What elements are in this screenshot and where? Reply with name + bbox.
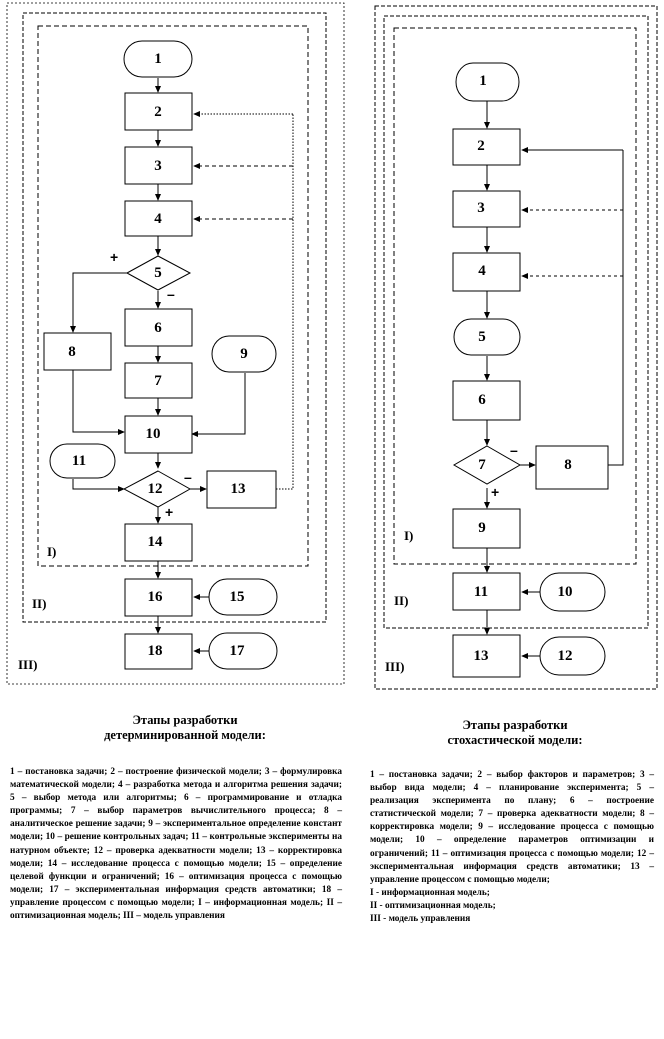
left-level-III: III) (18, 657, 38, 672)
right-caption-line2: стохастической модели: (447, 733, 583, 747)
right-legend-II: II - оптимизационная модель; (370, 900, 496, 911)
left-node-8-box (44, 333, 111, 370)
left-node-17-label: 17 (229, 643, 245, 659)
left-sign-minus-5: – (167, 286, 175, 302)
right-node-5-terminal (454, 319, 520, 355)
right-level-I: I) (404, 528, 414, 543)
right-node-1-label: 1 (479, 73, 487, 89)
right-caption-line1: Этапы разработки (462, 718, 568, 732)
right-node-2-label: 2 (477, 138, 485, 154)
right-node-13-label: 13 (473, 648, 489, 664)
left-node-2-label: 2 (154, 104, 162, 120)
right-node-9-box (453, 509, 520, 548)
right-node-8-label: 8 (564, 457, 572, 473)
right-node-7-label: 7 (478, 457, 486, 473)
left-node-8-label: 8 (68, 344, 76, 360)
right-node-3-label: 3 (477, 200, 485, 216)
right-node-4-box (453, 253, 520, 291)
right-description-text: 1 – постановка задачи; 2 – выбор факторов и параметров; 3 – выбор вида модели; 4 – планирование эксперимента; 5 – реализация эксперимента по плану; 6 – построение статистической модели; 7 – проверка адекватности модели; 8 – корректировка модели; 9 – исследование процесса с помощью модели; 10 – определение параметров оптимизации и ограничений; 11 – оптимизация процесса с помощью модели; 12 – экспериментальная информация средств автоматики; 13 – управление процессом с помощью модели; (370, 770, 654, 885)
right-node-2-box (453, 129, 520, 165)
left-node-6-label: 6 (154, 320, 162, 336)
right-node-9-label: 9 (478, 520, 486, 536)
left-sign-plus-5: + (110, 249, 119, 265)
right-sign-minus-7: – (510, 442, 518, 458)
right-node-5-label: 5 (478, 329, 486, 345)
left-node-9-label: 9 (240, 346, 248, 362)
left-level-II: II) (32, 596, 47, 611)
right-node-12-label: 12 (557, 648, 573, 664)
right-description (370, 769, 654, 926)
right-node-12-terminal (540, 637, 605, 675)
left-node-12-label: 12 (147, 481, 163, 497)
right-caption (390, 718, 640, 748)
left-description-text: 1 – постановка задачи; 2 – построение физической модели; 3 – формулировка математической модели; 4 – разработка метода и алгоритма решения задачи; 5 – выбор метода или алгоритмы; 6 – программирование и отладка программы; 7 – выбор параметров вычислительного процесса; 8 –аналитическое решение задачи; 9 – экспериментальное определение констант модели; 10 – решение контрольных задач; 11 – контрольные эксперименты на натурном объекте; 12 – проверка адекватности модели; 13 – корректировка модели; 14 – исследование процесса с помощью модели; 15 – определение целевой функции и ограничений; 16 – оптимизация процесса с помощью модели; 17 – экспериментальная информация средств автоматики; 18 – управление процессом с помощью модели; I – информационная модель; II – оптимизационная модель; III – модель управления (10, 767, 342, 922)
right-sign-plus-7: + (491, 484, 500, 500)
left-node-14-label: 14 (147, 534, 163, 550)
right-node-10-terminal (540, 573, 605, 611)
right-node-11-label: 11 (473, 584, 489, 600)
left-node-1-label: 1 (154, 51, 162, 67)
left-node-5-label: 5 (154, 265, 162, 281)
left-description (10, 766, 342, 923)
right-node-8-box (536, 446, 608, 489)
left-node-15-label: 15 (229, 589, 245, 605)
left-node-3-label: 3 (154, 158, 162, 174)
left-sign-minus-12: – (184, 469, 192, 485)
left-node-4-label: 4 (154, 211, 162, 227)
right-legend-I: I - информационная модель; (370, 887, 490, 898)
right-node-3-box (453, 191, 520, 227)
right-node-6-label: 6 (478, 392, 486, 408)
left-node-11-label: 11 (71, 453, 87, 469)
left-level-I: I) (47, 544, 57, 559)
left-caption-line1: Этапы разработки (132, 713, 238, 727)
right-node-1-terminal (456, 63, 519, 101)
right-node-6-box (453, 381, 520, 420)
left-node-7-label: 7 (154, 373, 162, 389)
right-node-4-label: 4 (478, 263, 486, 279)
right-legend-III: III - модель управления (370, 914, 471, 925)
right-level-III: III) (385, 659, 405, 674)
left-node-18-label: 18 (147, 643, 163, 659)
left-node-10-label: 10 (145, 426, 161, 442)
left-sign-plus-12: + (165, 504, 174, 520)
left-node-13-label: 13 (230, 481, 246, 497)
left-node-16-label: 16 (147, 589, 163, 605)
right-node-10-label: 10 (557, 584, 573, 600)
left-caption (60, 713, 310, 743)
left-caption-line2: детерминированной модели: (104, 728, 266, 742)
right-level-II: II) (394, 593, 409, 608)
